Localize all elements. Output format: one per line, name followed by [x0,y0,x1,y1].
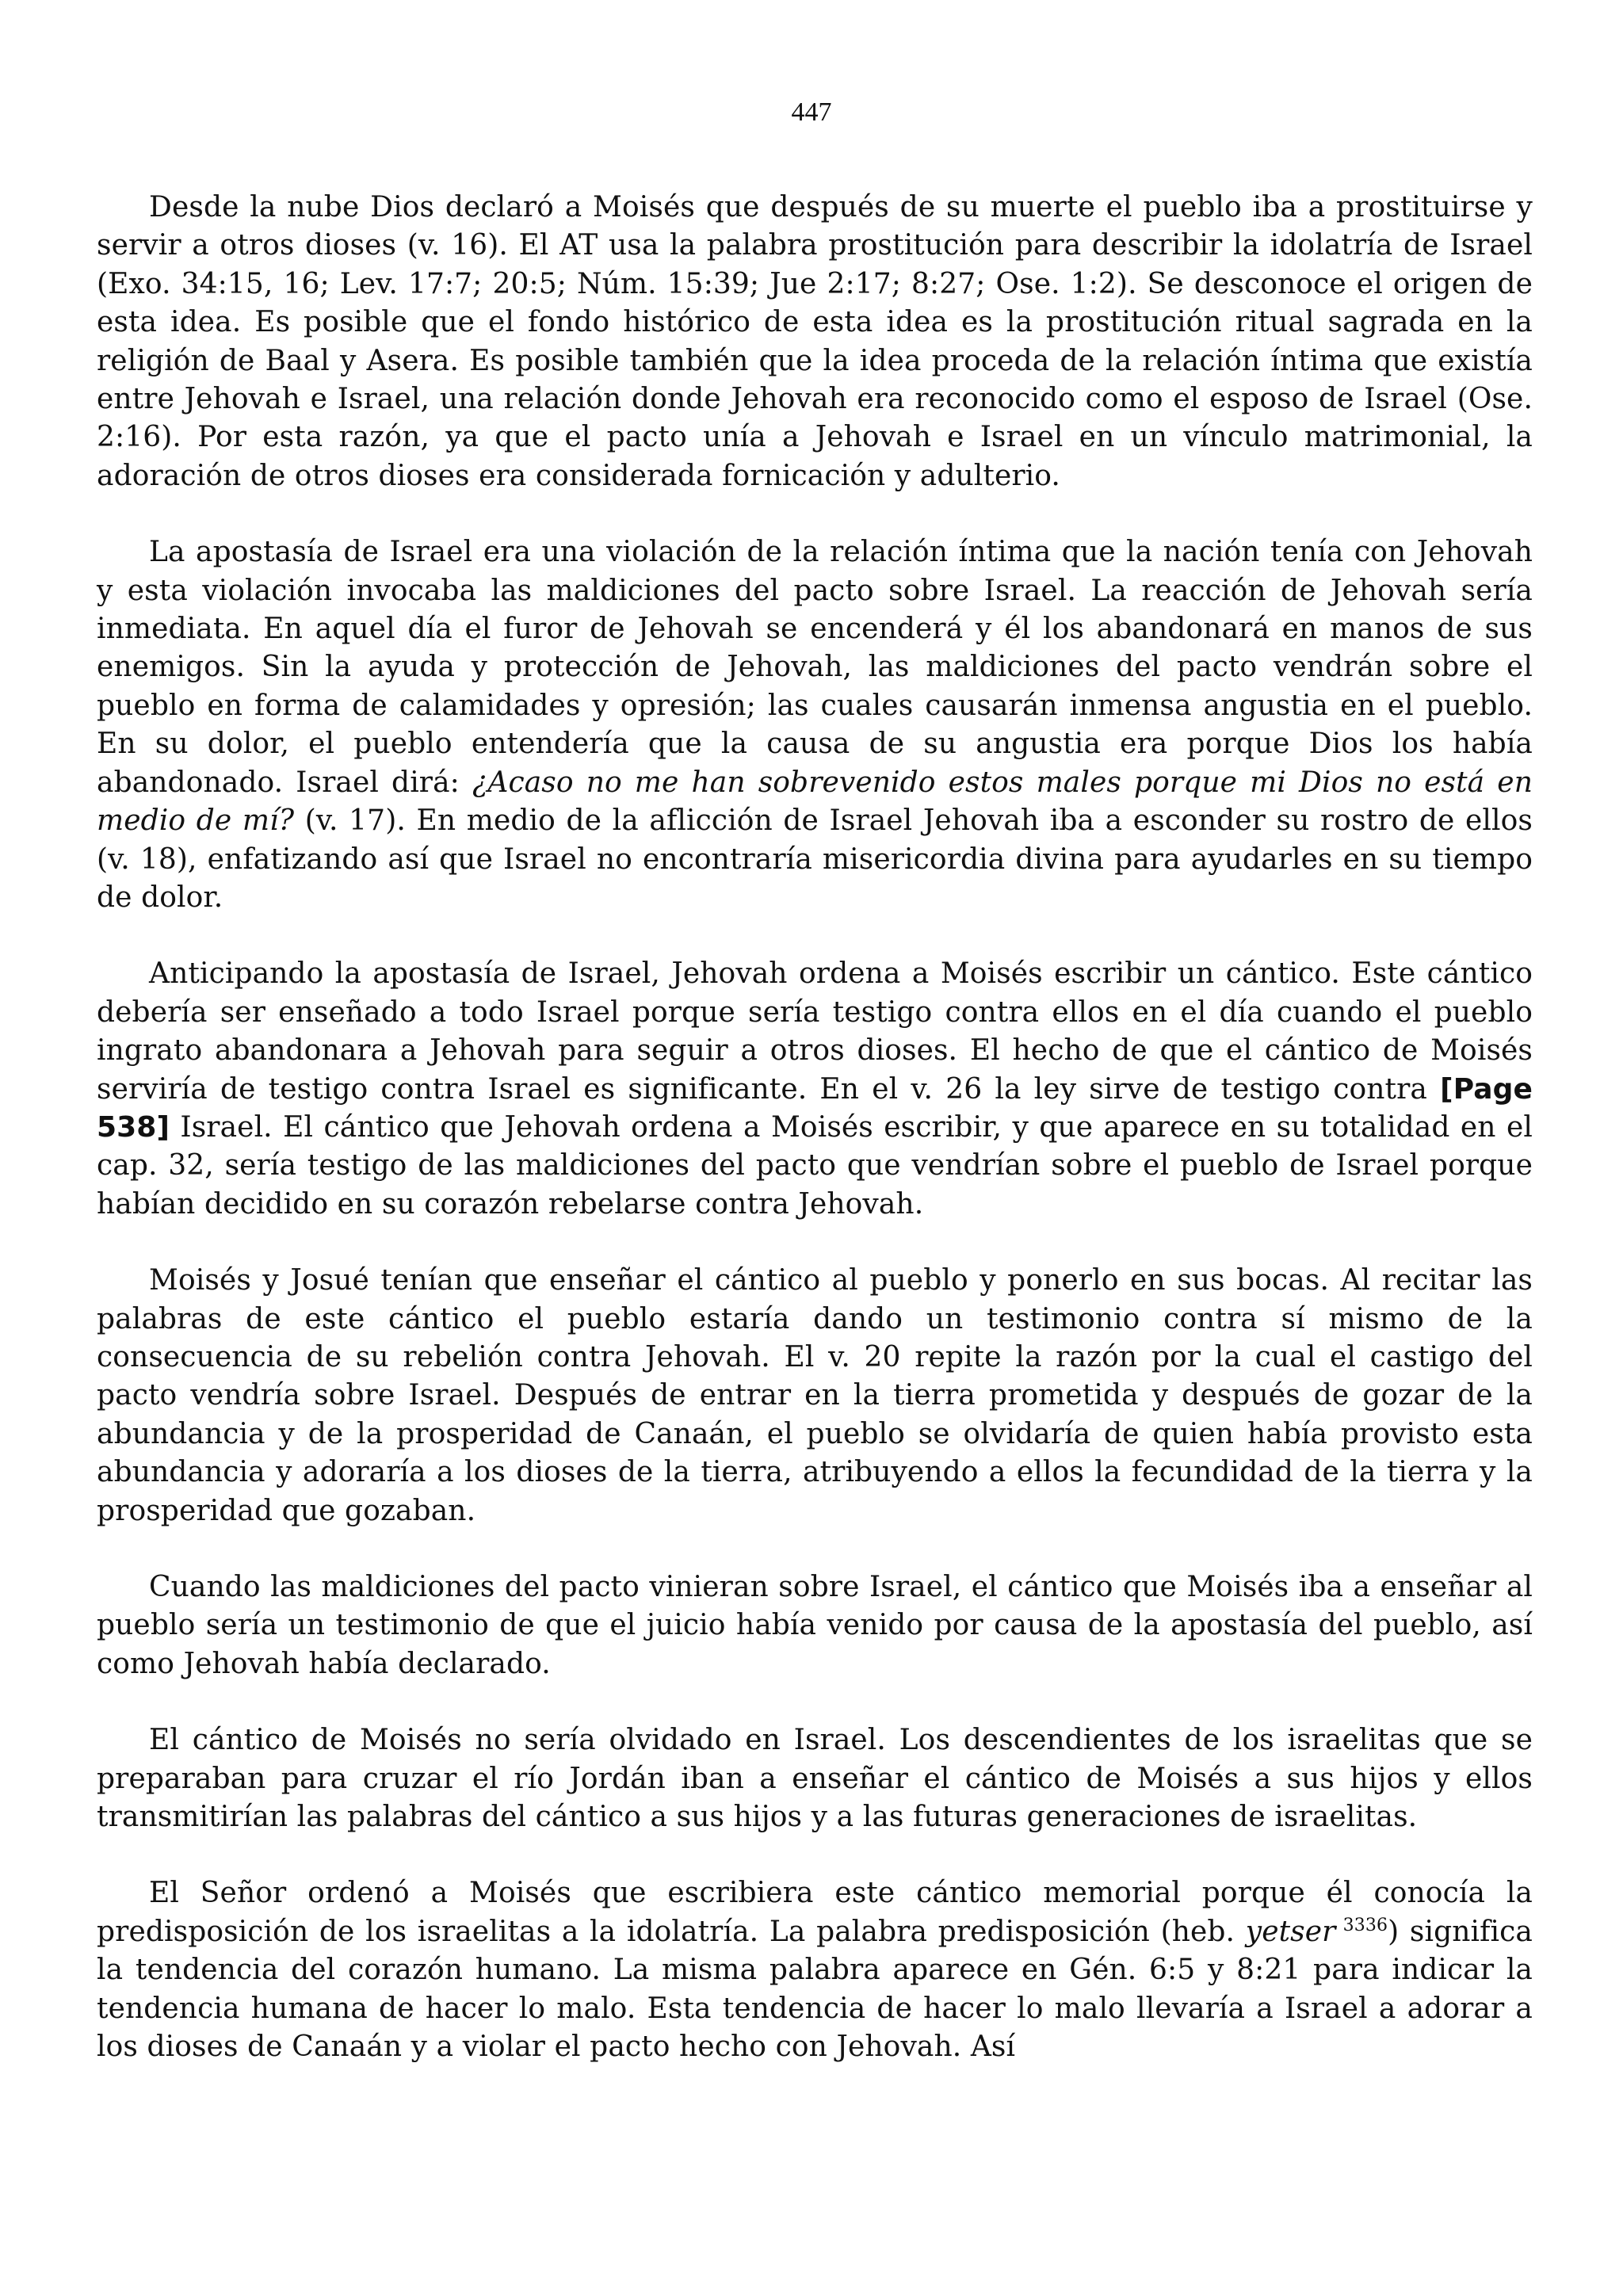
paragraph-1: Desde la nube Dios declaró a Moisés que después de su muerte el pueblo iba a prostituirse y servir a otros dioses (v. 16). El AT usa la palabra prostitución para describir la idolatría de Israel (Exo. 34:15, 16; Lev. 17:7; 20:5; Núm. 15:39; Jue 2:17; 8:27; Ose. 1:2). Se desconoce el origen de esta idea. Es posible que el fondo histórico de esta idea es la prostitución ritual sagrada en la religión de Baal y Asera. Es posible también que la idea proceda de la relación íntima que existía entre Jehovah e Israel, una relación donde Jehovah era reconocido como el esposo de Israel (Ose. 2:16). Por esta razón, ya que el pacto unía a Jehovah e Israel en un vínculo matrimonial, la adoración de otros dioses era considerada fornicación y adulterio. [97,191,1533,492]
paragraph-6: El cántico de Moisés no sería olvidado en Israel. Los descendientes de los israelitas que se preparaban para cruzar el río Jordán iban a enseñar el cántico de Moisés a sus hijos y ellos transmitirían las palabras del cántico a sus hijos y a las futuras generaciones de israelitas. [97,1724,1533,1834]
paragraph-2 [97,533,1533,917]
body-text [97,189,1533,2104]
page-reference: [Page 538] [97,1072,1533,1144]
paragraph-2-text-b: (v. 17). En medio de la aflicción de Israel Jehovah iba a esconder su rostro de ellos (v. 18), enfatizando así que Israel no encontraría misericordia divina para ayudarles en su tiempo de dolor. [97,804,1533,914]
paragraph-3 [97,955,1533,1224]
paragraph-7-text-a: El Señor ordenó a Moisés que escribiera este cántico memorial porque él conocía la predisposición de los israelitas a la idolatría. La palabra predisposición (heb. [97,1877,1533,1948]
paragraph-3-text-a: Anticipando la apostasía de Israel, Jehovah ordena a Moisés escribir un cántico. Este cántico debería ser enseñado a todo Israel porque sería testigo contra ellos en el día cuando el pueblo ingrato abandonara a Jehovah para seguir a otros dioses. El hecho de que el cántico de Moisés serviría de testigo contra Israel es significante. En el v. 26 la ley sirve de testigo contra [97,957,1533,1106]
hebrew-term: yetser [1245,1915,1336,1948]
paragraph-2-quote: ¿Acaso no me han sobrevenido estos males porque mi Dios no está en medio de mí? [97,766,1533,838]
paragraph-3-text-b: Israel. El cántico que Jehovah ordena a Moisés escribir, y que aparece en su totalidad en el cap. 32, sería testigo de las maldiciones del pacto que vendrían sobre el pueblo de Israel porque habían decidido en su corazón rebelarse contra Jehovah. [97,1110,1533,1221]
paragraph-7-text-b: ) significa la tendencia del corazón humano. La misma palabra aparece en Gén. 6:5 y 8:21 para indicar la tendencia humana de hacer lo malo. Esta tendencia de hacer lo malo llevaría a Israel a adorar a los dioses de Canaán y a violar el pacto hecho con Jehovah. Así [97,1915,1533,2064]
page-number: 447 [791,97,832,127]
paragraph-5: Cuando las maldiciones del pacto vinieran sobre Israel, el cántico que Moisés iba a enseñar al pueblo sería un testimonio de que el juicio había venido por causa de la apostasía del pueblo, así como Jehovah había declarado. [97,1571,1533,1680]
paragraph-7 [97,1874,1533,2066]
strong-number: 3336 [1335,1915,1388,1935]
paragraph-4: Moisés y Josué tenían que enseñar el cántico al pueblo y ponerlo en sus bocas. Al recitar las palabras de este cántico el pueblo estaría dando un testimonio contra sí mismo de la consecuencia de su rebelión contra Jehovah. El v. 20 repite la razón por la cual el castigo del pacto vendría sobre Israel. Después de entrar en la tierra prometida y después de gozar de la abundancia y de la prosperidad de Canaán, el pueblo se olvidaría de quien había provisto esta abundancia y adoraría a los dioses de la tierra, atribuyendo a ellos la fecundidad de la tierra y la prosperidad que gozaban. [97,1264,1533,1527]
paragraph-2-text-a: La apostasía de Israel era una violación de la relación íntima que la nación tenía con Jehovah y esta violación invocaba las maldiciones del pacto sobre Israel. La reacción de Jehovah sería inmediata. En aquel día el furor de Jehovah se encenderá y él los abandonará en manos de sus enemigos. Sin la ayuda y protección de Jehovah, las maldiciones del pacto vendrán sobre el pueblo en forma de calamidades y opresión; las cuales causarán inmensa angustia en el pueblo. En su dolor, el pueblo entendería que la causa de su angustia era porque Dios los había abandonado. Israel dirá: [97,536,1533,799]
